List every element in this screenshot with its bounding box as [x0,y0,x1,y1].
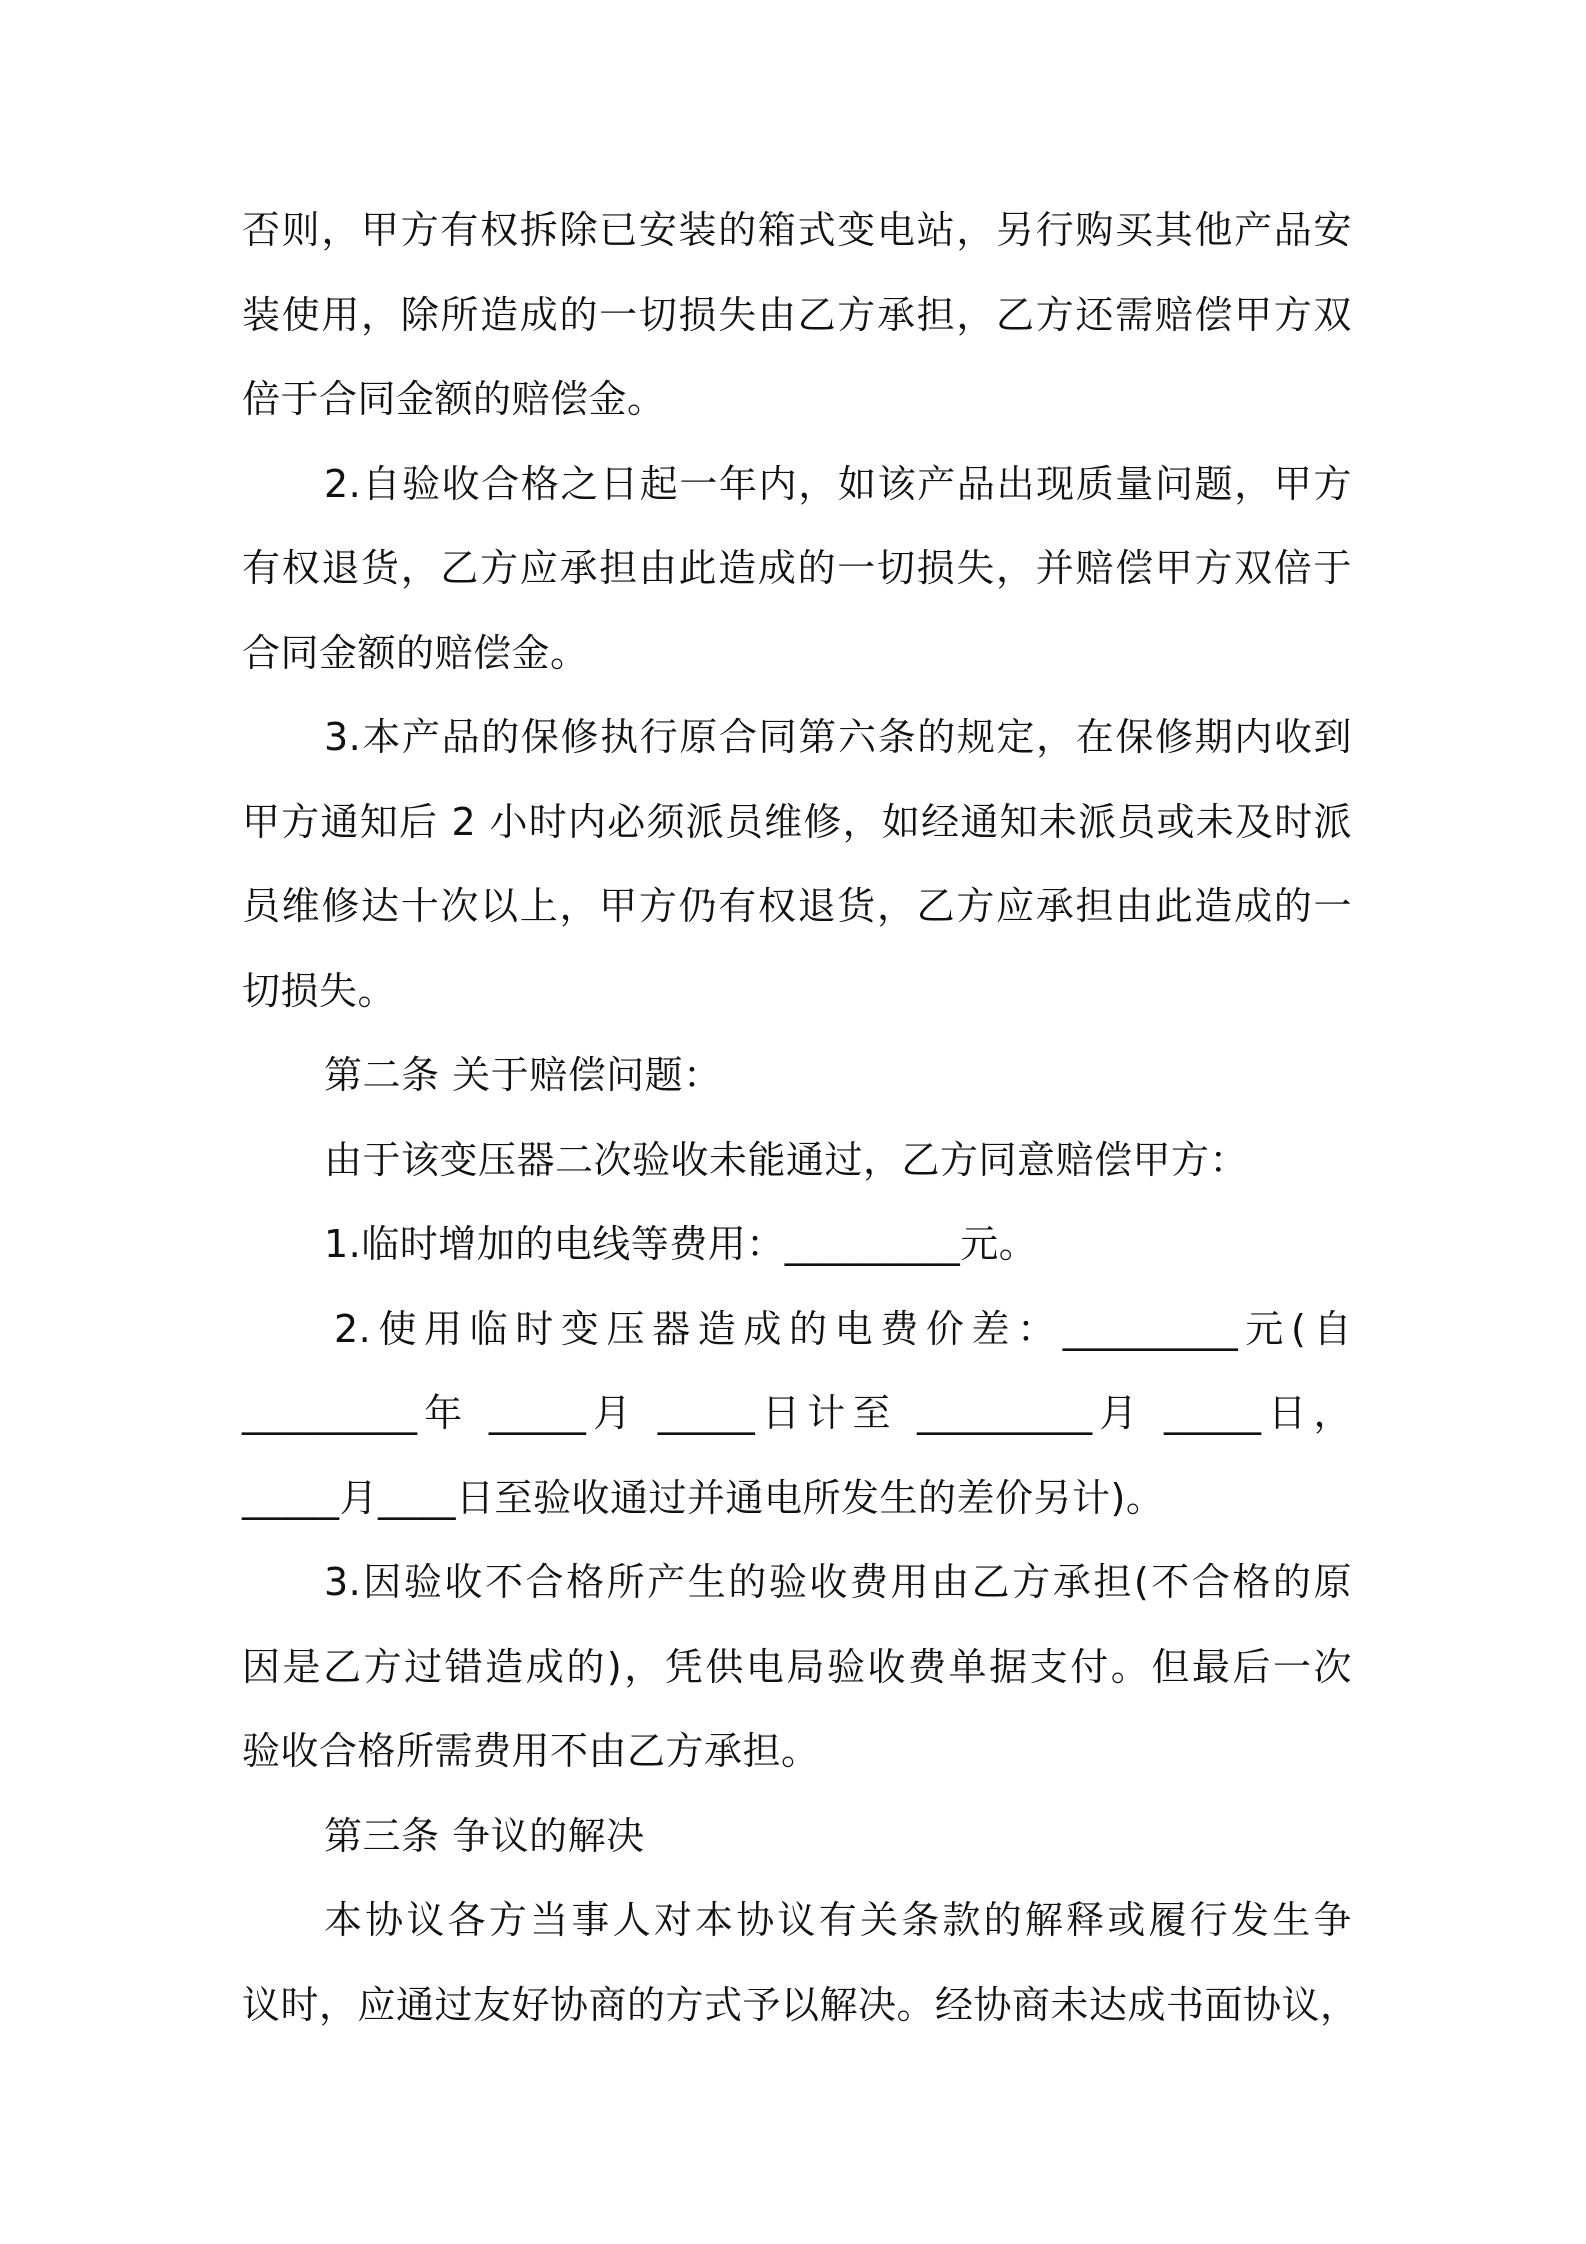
text-line: 3.本产品的保修执行原合同第六条的规定，在保修期内收到 [324,715,1352,759]
text-line: 因是乙方过错造成的)，凭供电局验收费单据支付。但最后一次 [242,1644,1352,1689]
document-body [242,199,1359,2058]
text-line: _________年 _____月 _____日计至 _________月 _____日， [242,1391,1352,1435]
text-line: _____月____日至验收通过并通电所发生的差价另计)。 [242,1475,1165,1520]
text-line: 本协议各方当事人对本协议有关条款的解释或履行发生争 [324,1898,1352,1942]
text-line: 有权退货，乙方应承担由此造成的一切损失，并赔偿甲方双倍于 [242,546,1352,590]
text-line: 由于该变压器二次验收未能通过，乙方同意赔偿甲方： [324,1137,1249,1182]
text-line: 倍于合同金额的赔偿金。 [242,377,666,421]
text-line: 2.使用临时变压器造成的电费价差：_________元(自 [334,1306,1352,1351]
text-line: 验收合格所需费用不由乙方承担。 [242,1729,820,1773]
text-line: 否则，甲方有权拆除已安装的箱式变电站，另行购买其他产品安 [242,208,1352,252]
text-line: 装使用，除所造成的一切损失由乙方承担，乙方还需赔偿甲方双 [242,292,1352,337]
text-line: 切损失。 [242,968,397,1013]
text-line: 合同金额的赔偿金。 [242,630,589,675]
section-heading: 第三条 争议的解决 [324,1813,645,1858]
text-line: 1.临时增加的电线等费用：_________元。 [324,1222,1038,1266]
text-line: 2.自验收合格之日起一年内，如该产品出现质量问题，甲方 [324,461,1352,506]
text-line: 甲方通知后 2 小时内必须派员维修，如经通知未派员或未及时派 [242,799,1352,844]
text-line: 议时，应通过友好协商的方式予以解决。经协商未达成书面协议， [242,1982,1359,2027]
text-line: 3.因验收不合格所产生的验收费用由乙方承担(不合格的原 [324,1560,1352,1604]
text-line: 员维修达十次以上，甲方仍有权退货，乙方应承担由此造成的一 [242,884,1352,928]
section-heading: 第二条 关于赔偿问题： [324,1053,722,1097]
